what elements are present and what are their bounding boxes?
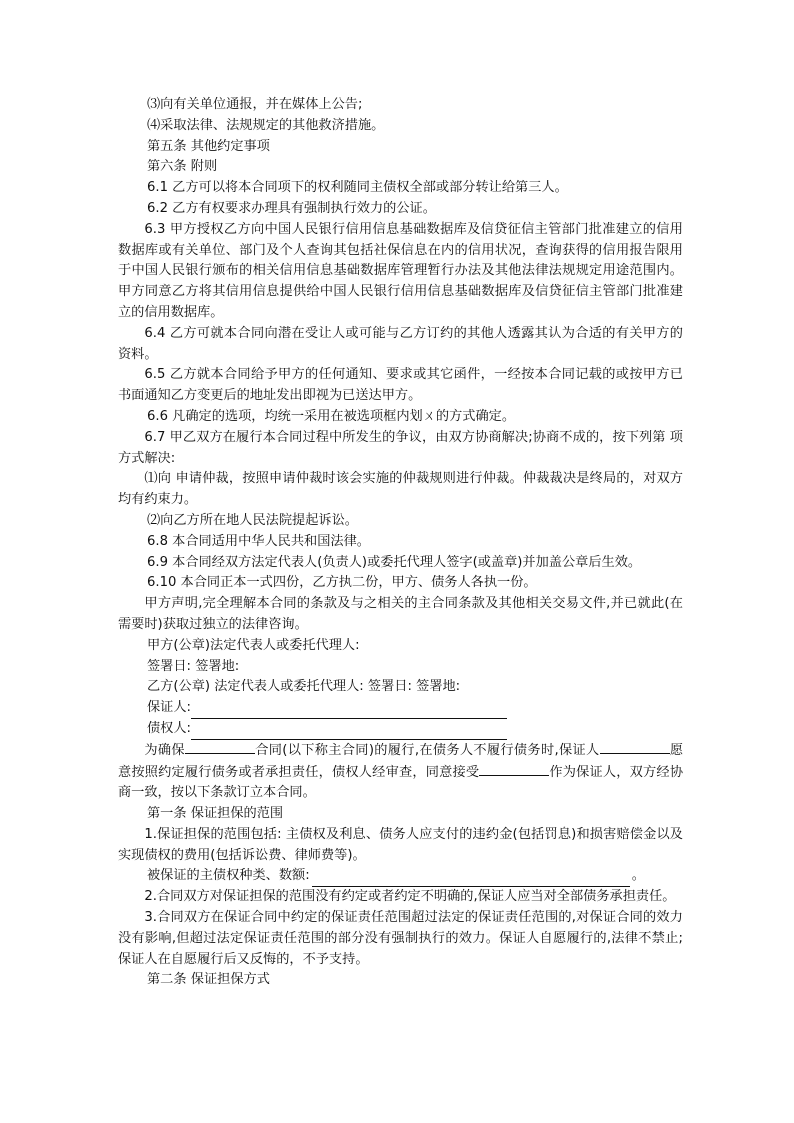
- party-b-signature-line: 乙方(公章) 法定代表人或委托代理人: 签署日: 签署地:: [147, 679, 461, 695]
- article-1-item-1: 1.保证担保的范围包括: 主债权及利息、债务人应支付的违约金(包括罚息)和损害赔偿金以及实现债权的费用(包括诉讼费、律师费等)。: [118, 826, 683, 863]
- party-a-sign-date-place: 签署日: 签署地:: [147, 658, 240, 674]
- party-a-declaration: 甲方声明,完全理解本合同的条款及与之相关的主合同条款及其他相关交易文件,并已就此(在需要时)获取过独立的法律咨询。: [118, 596, 683, 632]
- clause-arbitration: ⑴向 申请仲裁，按照申请仲裁时该会实施的仲裁规则进行仲裁。仲裁裁决是终局的，对双方均有约束力。: [118, 471, 683, 508]
- preamble-part-a: 为确保: [144, 742, 185, 758]
- guarantee-preamble: [118, 740, 683, 804]
- creditor-blank[interactable]: [191, 725, 507, 740]
- clause-6-2: 6.2 乙方有权要求办理具有强制执行效力的公证。: [147, 200, 436, 216]
- document-body: [118, 95, 683, 991]
- clause-6-1: 6.1 乙方可以将本合同项下的权利随同主债权全部或部分转让给第三人。: [147, 180, 568, 196]
- guarantor-name-blank[interactable]: [600, 740, 670, 754]
- clause-6-7: 6.7 甲乙双方在履行本合同过程中所发生的争议，由双方协商解决;协商不成的，按下列第 项方式解决:: [118, 429, 683, 466]
- article-5-heading: 第五条 其他约定事项: [147, 138, 270, 154]
- clause-litigation: ⑵向乙方所在地人民法院提起诉讼。: [147, 512, 358, 528]
- guarantor-label: 保证人:: [147, 700, 192, 716]
- principal-claim-line: [118, 866, 683, 887]
- clause-3: ⑶向有关单位通报，并在媒体上公告;: [147, 97, 363, 112]
- guarantor-line: [118, 698, 683, 719]
- article-1-item-3: 3.合同双方在保证合同中约定的保证责任范围超过法定的保证责任范围的,对保证合同的效力没有影响,但超过法定保证责任范围的部分没有强制执行的效力。保证人自愿履行的,法律不禁止;保证人在自愿履行后又反悔的，不予支持。: [118, 910, 683, 967]
- clause-4: ⑷采取法律、法规规定的其他救济措施。: [147, 117, 385, 133]
- principal-claim-blank[interactable]: [312, 872, 630, 887]
- principal-claim-label: 被保证的主债权种类、数额:: [147, 868, 310, 884]
- main-contract-blank[interactable]: [185, 740, 255, 754]
- clause-6-10: 6.10 本合同正本一式四份，乙方执二份，甲方、债务人各执一份。: [147, 575, 537, 591]
- creditor-line: [118, 719, 683, 740]
- principal-claim-end: 。: [631, 868, 645, 884]
- creditor-label: 债权人:: [147, 720, 192, 736]
- clause-6-6: 6.6 凡确定的选项，均统一采用在被选项框内划ㄨ的方式确定。: [147, 408, 516, 424]
- clause-6-3: 6.3 甲方授权乙方向中国人民银行信用信息基础数据库及信贷征信主管部门批准建立的信用数据库或有关单位、部门及个人查询其包括社保信息在内的信用状况，查询获得的信用报告限用于中国人民银行颁布的相关信用信息基础数据库管理暂行办法及其他法律法规规定用途范围内。甲方同意乙方将其信用信息提供给中国人民银行信用信息基础数据库及信贷征信主管部门批准建立的信用数据库。: [118, 221, 683, 320]
- article-2-heading: 第二条 保证担保方式: [147, 972, 270, 988]
- clause-6-8: 6.8 本合同适用中华人民共和国法律。: [147, 533, 370, 549]
- clause-6-4: 6.4 乙方可就本合同向潜在受让人或可能与乙方订约的其他人透露其认为合适的有关甲方的资料。: [118, 325, 683, 362]
- article-1-item-2: 2.合同双方对保证担保的范围没有约定或者约定不明确的,保证人应当对全部债务承担责任。: [144, 889, 676, 905]
- article-6-heading: 第六条 附则: [147, 159, 218, 175]
- preamble-part-b: 合同(以下称主合同)的履行,在债务人不履行债务时,保证人: [254, 742, 600, 758]
- guarantor-blank[interactable]: [191, 704, 507, 719]
- accepted-guarantor-blank[interactable]: [479, 762, 549, 776]
- clause-6-5: 6.5 乙方就本合同给予甲方的任何通知、要求或其它函件，一经按本合同记载的或按甲方已书面通知乙方变更后的地址发出即视为已送达甲方。: [118, 367, 683, 404]
- clause-6-9: 6.9 本合同经双方法定代表人(负责人)或委托代理人签字(或盖章)并加盖公章后生效。: [147, 554, 642, 570]
- preamble-part-d: 作为保证人，双方经协商一致，按以下条款订立本合同。: [118, 764, 684, 801]
- party-a-signature-line: 甲方(公章)法定代表人或委托代理人:: [147, 637, 360, 653]
- preamble-part-c: 愿意按照约定履行债务或者承担责任，债权人经审查，同意接受: [118, 742, 684, 780]
- article-1-heading: 第一条 保证担保的范围: [147, 806, 284, 822]
